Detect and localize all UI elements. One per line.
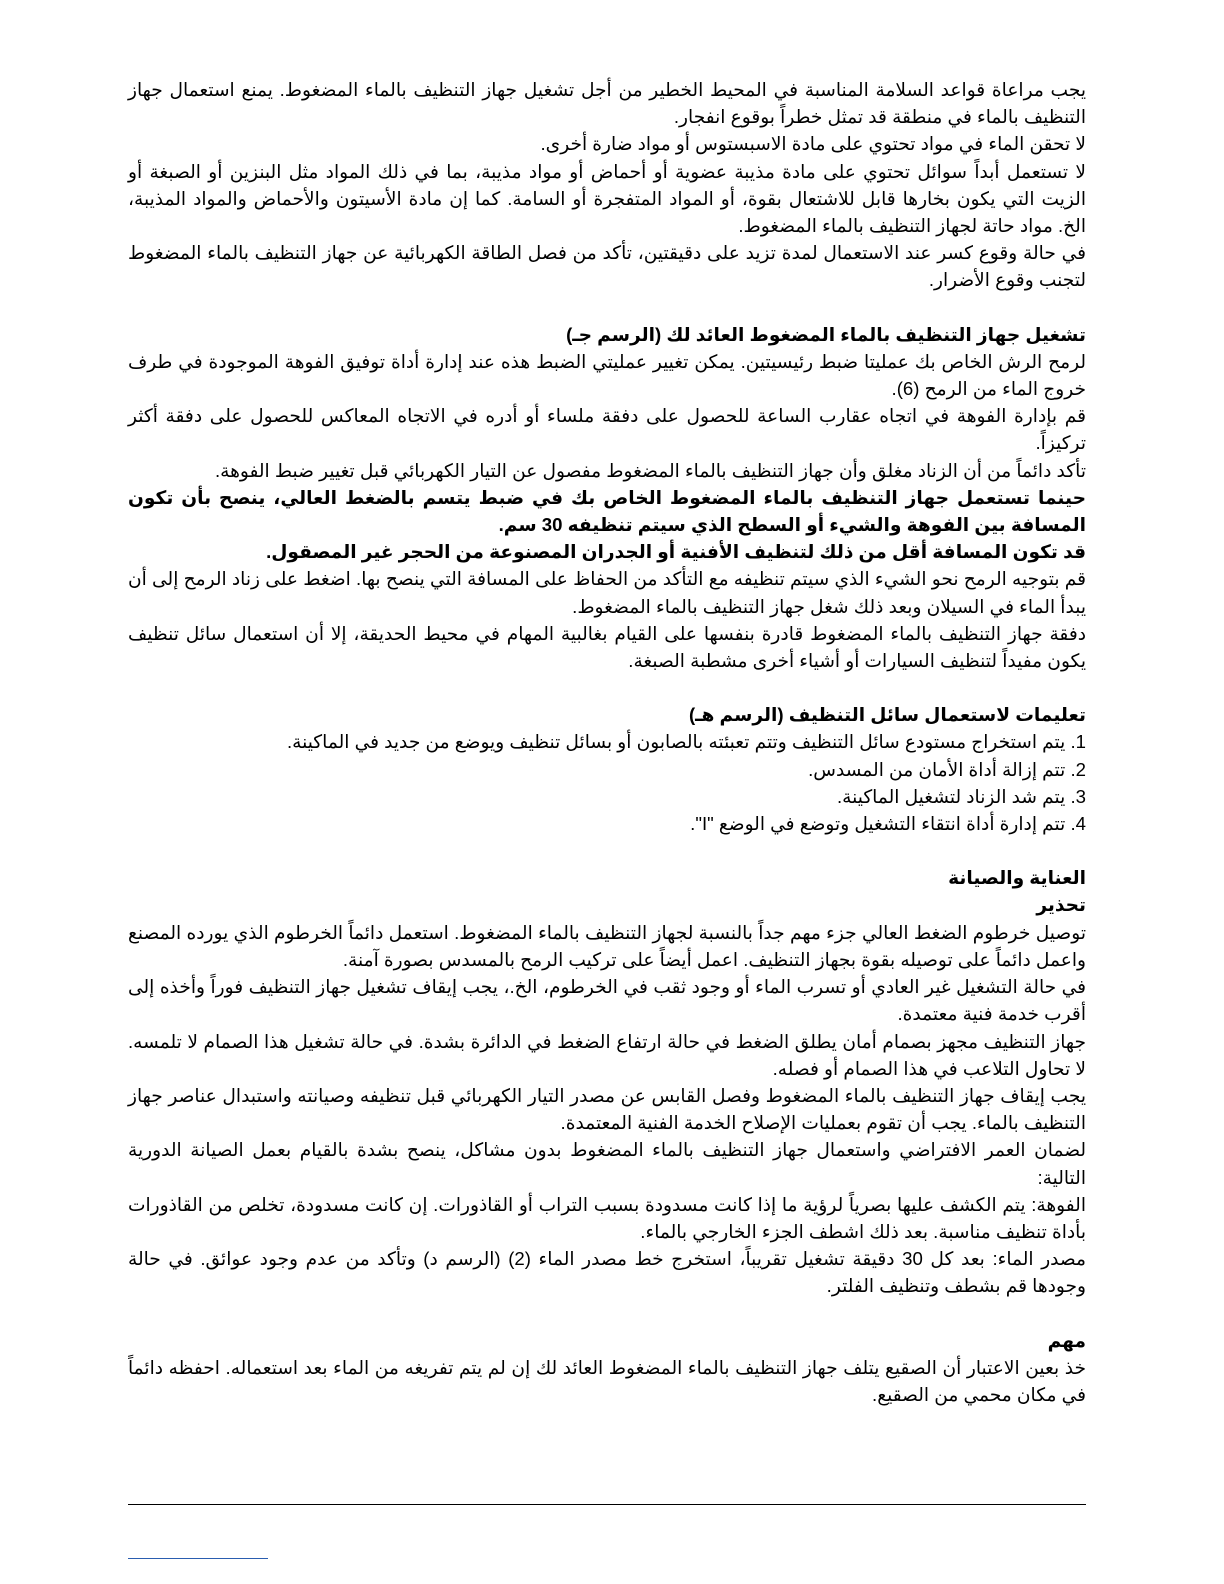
important-paragraph: خذ بعين الاعتبار أن الصقيع يتلف جهاز التنظيف بالماء المضغوط العائد لك إن لم يتم تفريغه من الماء بعد استعماله. احفظه دائماً في مكان محمي من الصقيع. <box>128 1356 1086 1405</box>
care-paragraph: مصدر الماء: بعد كل 30 دقيقة تشغيل تقريباً، استخرج خط مصدر الماء (2) (الرسم د) وتأكد من عدم وجود عوائق. في حالة وجودها قم بشطف وتنظيف الفلتر. <box>128 1248 1087 1297</box>
care-heading: العناية والصيانة <box>948 867 1086 889</box>
operation-paragraph: دفقة جهاز التنظيف بالماء المضغوط قادرة بنفسها على القيام بغالبية المهام في محيط الحديقة، إلا أن استعمال سائل تنظيف يكون مفيداً لتنظيف السيارات أو أشياء أخرى مشطبة الصبغة. <box>128 622 1086 672</box>
list-item: 1. يتم استخراج مستودع سائل التنظيف وتتم تعبئته بالصابون أو بسائل تنظيف ويوضع من جديد في الماكينة. <box>286 731 1086 753</box>
operation-paragraph: لرمح الرش الخاص بك عمليتا ضبط رئيسيتين. يمكن تغيير عمليتي الضبط هذه عند إدارة أداة توفيق الفوهة الموجودة في طرف خروج الماء من الرمح (6). <box>128 350 1086 400</box>
care-paragraph: في حالة التشغيل غير العادي أو تسرب الماء أو وجود ثقب في الخرطوم، الخ.، يجب إيقاف تشغيل جهاز التنظيف فوراً وأخذه إلى أقرب خدمة فنية معتمدة. <box>128 976 1086 1025</box>
intro-paragraph: لا تستعمل أبداً سوائل تحتوي على مادة مذيبة عضوية أو أحماض أو مواد مذيبة، بما في ذلك المواد مثل البنزين أو الصبغة أو الزيت التي يكون بخارها قابل للاشتعال بقوة، أو المواد المتفجرة أو السامة. كما إن مادة الأسيتون والأحماض والمواد المذيبة، الخ. مواد حاتة لجهاز التنظيف بالماء المضغوط. <box>128 160 1086 237</box>
list-item: 3. يتم شد الزناد لتشغيل الماكينة. <box>836 785 1086 807</box>
page-bottom-rule <box>128 1504 1086 1505</box>
list-item: 4. تتم إدارة أداة انتقاء التشغيل وتوضع في الوضع "I". <box>690 813 1086 835</box>
detergent-steps-list <box>128 728 1086 837</box>
detergent-heading: تعليمات لاستعمال سائل التنظيف (الرسم هـ) <box>688 704 1086 726</box>
operation-paragraph: قم بإدارة الفوهة في اتجاه عقارب الساعة للحصول على دفقة ملساء أو أدره في الاتجاه المعاكس للحصول على دفقة أكثر تركيزاً. <box>128 405 1086 454</box>
intro-paragraph: يجب مراعاة قواعد السلامة المناسبة في المحيط الخطير من أجل تشغيل جهاز التنظيف بالماء المضغوط. يمنع استعمال جهاز التنظيف بالماء في منطقة قد تمثل خطراً بوقوع انفجار. <box>128 79 1086 128</box>
care-paragraph: الفوهة: يتم الكشف عليها بصرياً لرؤية ما إذا كانت مسدودة بسبب التراب أو القاذورات. إن كانت مسدودة، تخلص من القاذورات بأداة تنظيف مناسبة. بعد ذلك اشطف الجزء الخارجي بالماء. <box>128 1193 1086 1242</box>
operation-heading: تشغيل جهاز التنظيف بالماء المضغوط العائد لك (الرسم جـ) <box>566 323 1086 345</box>
operation-bold-note: قد تكون المسافة أقل من ذلك لتنظيف الأفنية أو الجدران المصنوعة من الحجر غير المصقول. <box>266 541 1086 563</box>
care-paragraph: لضمان العمر الافتراضي واستعمال جهاز التنظيف بالماء المضغوط بدون مشاكل، ينصح بشدة بالقيام بعمل الصيانة الدورية التالية: <box>128 1139 1086 1188</box>
warning-heading: تحذير <box>1036 894 1086 916</box>
operation-paragraph: تأكد دائماً من أن الزناد مغلق وأن جهاز التنظيف بالماء المضغوط مفصول عن التيار الكهربائي قبل تغيير ضبط الفوهة. <box>214 459 1086 481</box>
care-paragraph: جهاز التنظيف مجهز بصمام أمان يطلق الضغط في حالة ارتفاع الضغط في الدائرة بشدة. في حالة تشغيل هذا الصمام لا تلمسه. لا تحاول التلاعب في هذا الصمام أو فصله. <box>128 1030 1086 1079</box>
document-page <box>128 76 1086 1408</box>
operation-paragraph: قم بتوجيه الرمح نحو الشيء الذي سيتم تنظيفه مع التأكد من الحفاظ على المسافة التي ينصح بها. اضغط على زناد الرمح إلى أن يبدأ الماء في السيلان وبعد ذلك شغل جهاز التنظيف بالماء المضغوط. <box>128 568 1086 617</box>
care-paragraph: توصيل خرطوم الضغط العالي جزء مهم جداً بالنسبة لجهاز التنظيف بالماء المضغوط. استعمل دائماً الخرطوم الذي يورده المصنع واعمل دائماً على توصيله بقوة بجهاز التنظيف. اعمل أيضاً على تركيب الرمح بالمسدس بصورة آمنة. <box>128 921 1086 970</box>
care-paragraph: يجب إيقاف جهاز التنظيف بالماء المضغوط وفصل القابس عن مصدر التيار الكهربائي قبل تنظيفه وصيانته واستبدال عناصر جهاز التنظيف بالماء. يجب أن تقوم بعمليات الإصلاح الخدمة الفنية المعتمدة. <box>128 1084 1086 1134</box>
operation-bold-note: حينما تستعمل جهاز التنظيف بالماء المضغوط الخاص بك في ضبط يتسم بالضغط العالي، ينصح بأن تكون المسافة بين الفوهة والشيء أو السطح الذي سيتم تنظيفه 30 سم. <box>128 486 1086 536</box>
intro-paragraph: في حالة وقوع كسر عند الاستعمال لمدة تزيد على دقيقتين، تأكد من فصل الطاقة الكهربائية عن جهاز التنظيف بالماء المضغوط لتجنب وقوع الأضرار. <box>128 242 1086 291</box>
footnote-separator <box>128 1558 268 1559</box>
important-heading: مهم <box>1047 1329 1086 1351</box>
intro-paragraph: لا تحقن الماء في مواد تحتوي على مادة الاسبستوس أو مواد ضارة أخرى. <box>540 133 1086 155</box>
list-item: 2. تتم إزالة أداة الأمان من المسدس. <box>808 758 1086 780</box>
